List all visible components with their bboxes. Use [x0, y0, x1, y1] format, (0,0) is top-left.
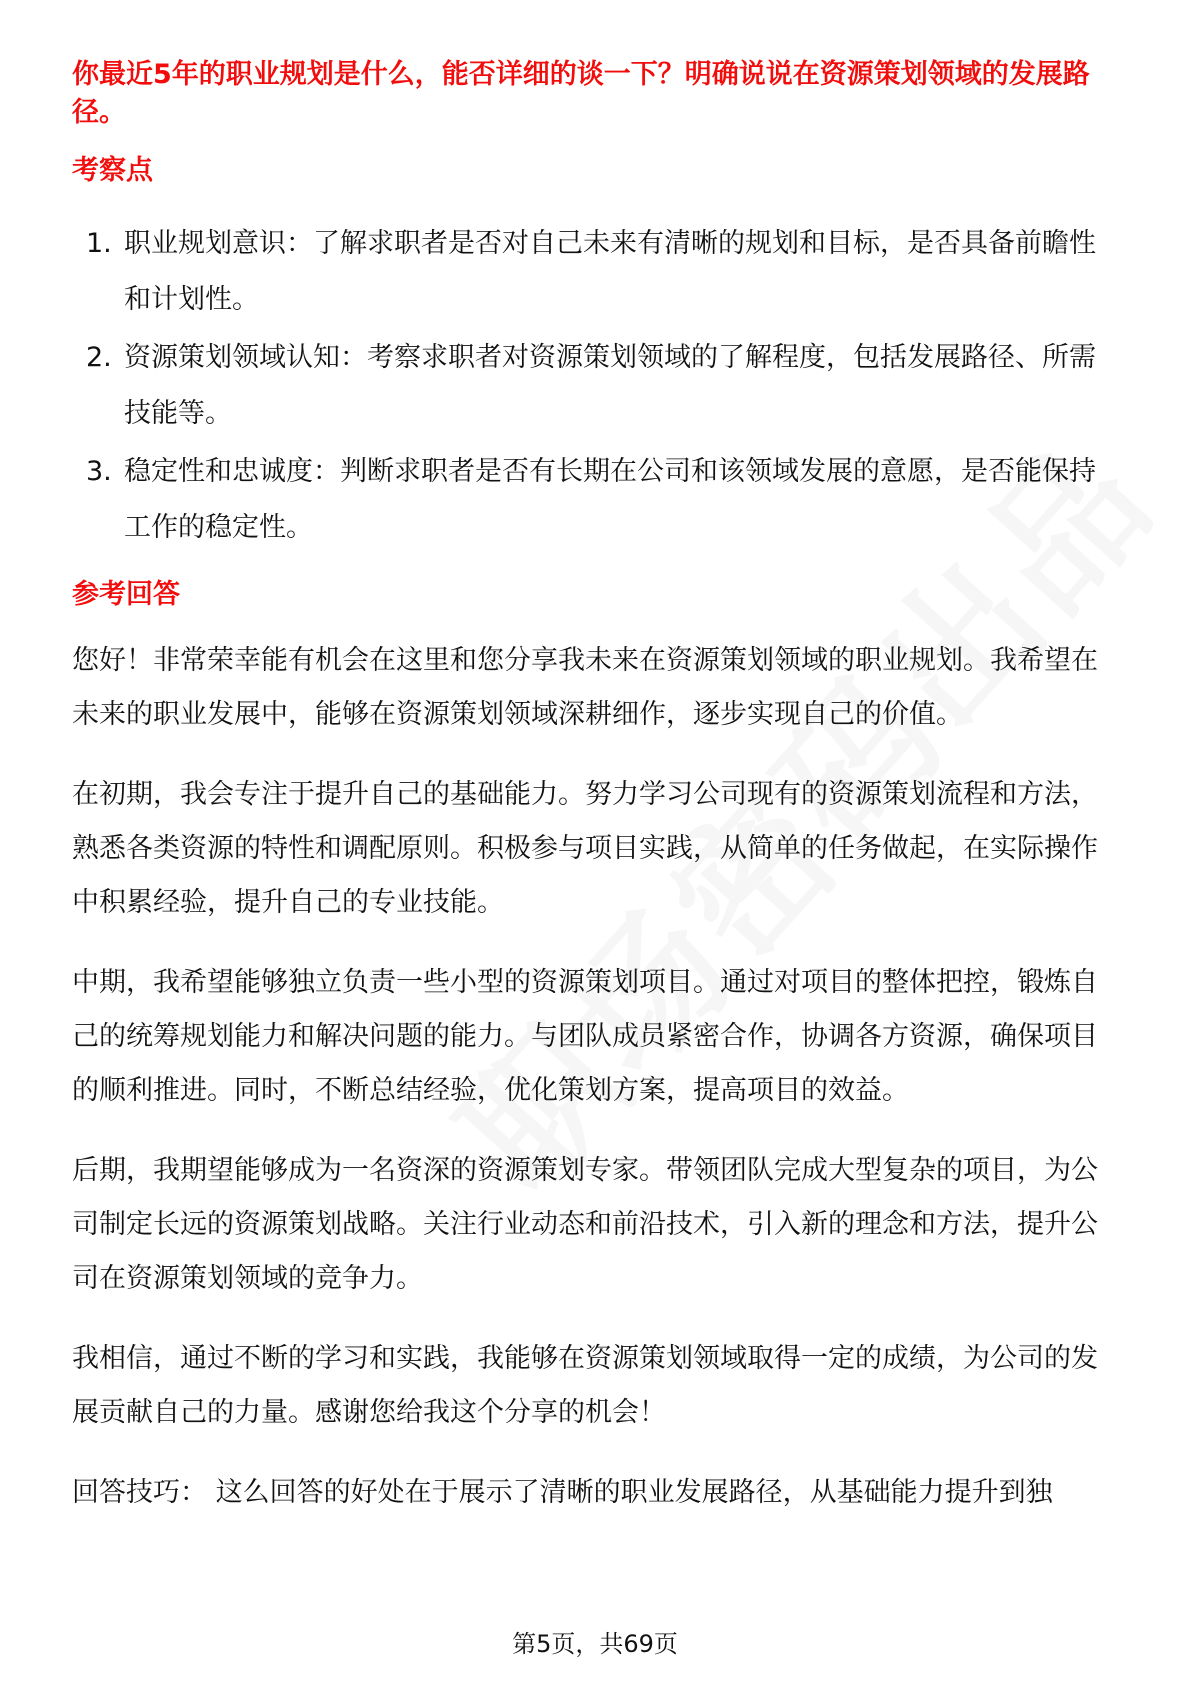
answer-paragraph: 后期，我期望能够成为一名资深的资源策划专家。带领团队完成大型复杂的项目，为公司制定长远的资源策划战略。关注行业动态和前沿技术，引入新的理念和方法，提升公司在资源策划领域的竞争力。	[72, 1155, 1098, 1294]
answer-paragraph: 您好！非常荣幸能有机会在这里和您分享我未来在资源策划领域的职业规划。我希望在未来的职业发展中，能够在资源策划领域深耕细作，逐步实现自己的价值。	[72, 645, 1098, 730]
page-number: 第5页，共69页	[512, 1630, 678, 1658]
list-item-number: 1.	[86, 228, 112, 259]
list-item-number: 2.	[86, 342, 112, 373]
points-list	[72, 216, 1122, 556]
question-title: 你最近5年的职业规划是什么，能否详细的谈一下？明确说说在资源策划领域的发展路径。	[72, 59, 1090, 128]
points-heading: 考察点	[72, 155, 153, 186]
list-item-text: 稳定性和忠诚度：判断求职者是否有长期在公司和该领域发展的意愿，是否能保持工作的稳定性。	[124, 456, 1096, 543]
list-item-text: 职业规划意识：了解求职者是否对自己未来有清晰的规划和目标，是否具备前瞻性和计划性。	[124, 228, 1096, 315]
answer-tip-paragraph: 回答技巧： 这么回答的好处在于展示了清晰的职业发展路径，从基础能力提升到独	[72, 1477, 1053, 1508]
list-item	[72, 330, 1122, 442]
answer-paragraph: 在初期，我会专注于提升自己的基础能力。努力学习公司现有的资源策划流程和方法，熟悉各类资源的特性和调配原则。积极参与项目实践，从简单的任务做起，在实际操作中积累经验，提升自己的专业技能。	[72, 779, 1098, 918]
list-item-text: 资源策划领域认知：考察求职者对资源策划领域的了解程度，包括发展路径、所需技能等。	[124, 342, 1096, 429]
list-item-number: 3.	[86, 456, 112, 487]
list-item	[72, 216, 1122, 328]
list-item	[72, 444, 1122, 556]
answer-heading: 参考回答	[72, 579, 180, 610]
answer-paragraph: 我相信，通过不断的学习和实践，我能够在资源策划领域取得一定的成绩，为公司的发展贡献自己的力量。感谢您给我这个分享的机会！	[72, 1343, 1098, 1428]
answer-paragraph: 中期，我希望能够独立负责一些小型的资源策划项目。通过对项目的整体把控，锻炼自己的统筹规划能力和解决问题的能力。与团队成员紧密合作，协调各方资源，确保项目的顺利推进。同时，不断总结经验，优化策划方案，提高项目的效益。	[72, 967, 1098, 1106]
page-content	[72, 56, 1122, 1520]
